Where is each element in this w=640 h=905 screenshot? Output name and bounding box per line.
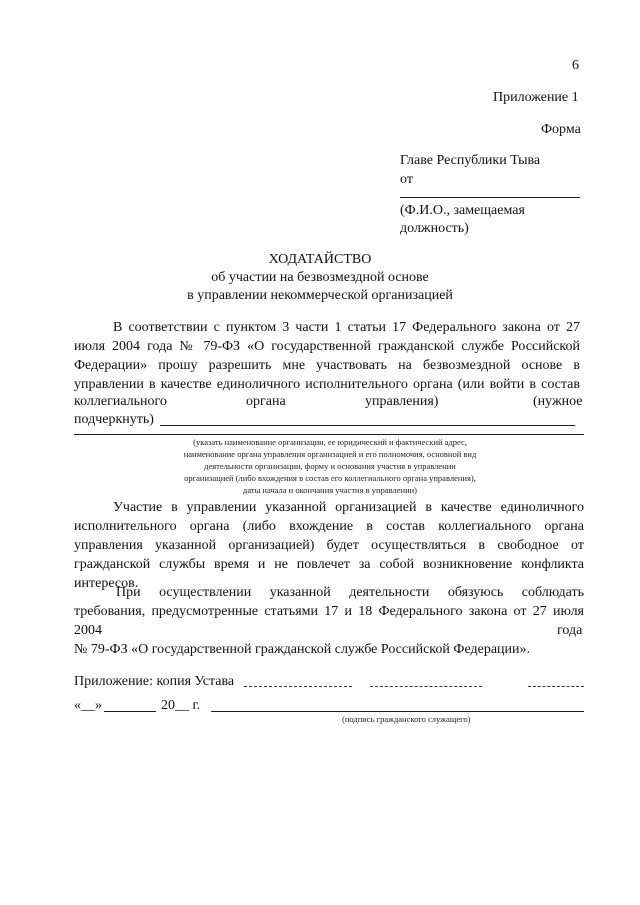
date-day: «__»	[74, 698, 102, 713]
para3-line-3-word: года	[557, 623, 583, 638]
org-hint-line-2: наименование органа управления организацией и его полномочия, основной вид	[183, 449, 477, 459]
appendix-label: Приложение 1	[493, 90, 579, 105]
para2-line-2: исполнительного органа (либо вхождение в состав коллегиального органа	[74, 519, 584, 534]
org-hint-line-5: даты начала и окончания участия в управлении)	[243, 485, 417, 495]
para3-line-1: При осуществлении указанной деятельности обязуюсь соблюдать	[116, 585, 584, 600]
para1-line-5-word-1: коллегиального	[74, 394, 167, 409]
document-title: ХОДАТАЙСТВО	[268, 252, 372, 267]
addressee-hint-2: должность)	[400, 221, 469, 236]
attachment-line-1	[244, 686, 352, 687]
para1-line-6: подчеркнуть)	[74, 412, 154, 427]
org-name-line-2	[74, 434, 584, 435]
addressee-hint-1: (Ф.И.О., замещаемая	[400, 203, 525, 218]
para1-line-2: июля 2004 года № 79-ФЗ «О государственной гражданской службе Российской	[74, 339, 580, 354]
date-month-line	[104, 711, 156, 712]
document-subtitle-2: в управлении некоммерческой организацией	[187, 288, 453, 303]
para3-line-3-year: 2004	[74, 623, 102, 638]
para1-line-1: В соответствии с пунктом 3 части 1 статьи 17 Федерального закона от 27	[113, 320, 580, 335]
attachment-line-2	[370, 686, 482, 687]
date-year: 20__ г.	[161, 698, 201, 713]
page-number: 6	[572, 58, 579, 73]
para2-line-3: управления указанной организацией) будет осуществляться в свободное от	[74, 538, 584, 553]
org-hint-line-3: деятельности организации, форму и основания участия в управлении	[204, 461, 456, 471]
para2-line-1: Участие в управлении указанной организацией в качестве единоличного	[113, 500, 584, 515]
addressee-from: от	[400, 172, 413, 187]
addressee-name-line	[400, 197, 580, 198]
form-label: Форма	[541, 122, 581, 137]
para3-line-4: № 79-ФЗ «О государственной гражданской службе Российской Федерации».	[74, 642, 531, 657]
para1-line-5-word-2: органа	[246, 394, 286, 409]
para3-line-2: требования, предусмотренные статьями 17 и 18 Федерального закона от 27 июля	[74, 604, 584, 619]
para2-line-4: гражданской службы время и не повлечет за собой возникновение конфликта	[74, 557, 584, 572]
attachment-label: Приложение: копия Устава	[74, 674, 235, 689]
org-hint-line-4: организацией (либо вхождения в состав его коллегиального органа управления),	[184, 473, 476, 483]
para2-line-5: интересов.	[74, 576, 139, 591]
para1-line-3: Федерации» прошу разрешить мне участвовать на безвозмездной основе в	[74, 358, 580, 373]
org-hint-line-1: (указать наименование организации, ее юридический и фактический адрес,	[193, 437, 467, 447]
signature-line	[211, 711, 584, 712]
para1-line-5-word-4: (нужное	[533, 394, 583, 409]
org-name-line-1	[160, 425, 575, 426]
document-subtitle-1: об участии на безвозмездной основе	[211, 270, 429, 285]
addressee-line: Главе Республики Тыва	[400, 153, 541, 168]
para1-line-5-word-3: управления)	[365, 394, 439, 409]
attachment-line-3	[528, 686, 584, 687]
para1-line-4: управлении в качестве единоличного исполнительного органа (или войти в состав	[74, 377, 580, 392]
signature-hint: (подпись гражданского служащего)	[342, 714, 471, 724]
